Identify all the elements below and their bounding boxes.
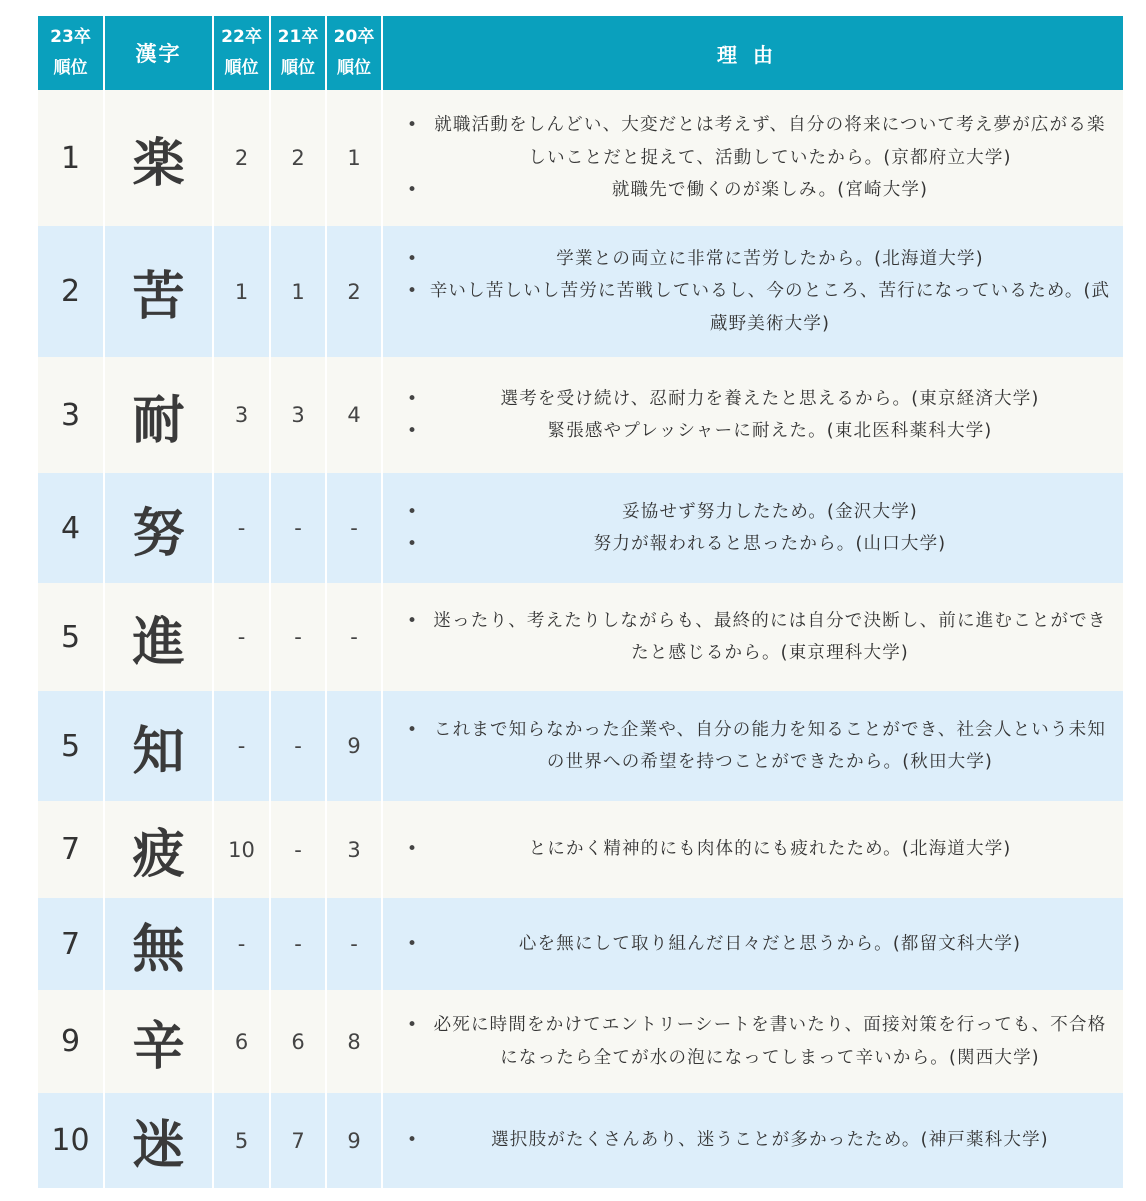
rank-21-cell: - [270, 473, 326, 583]
table-row [38, 473, 1123, 583]
kanji-ranking-table [38, 16, 1123, 1188]
rank-21-cell: - [270, 801, 326, 898]
rank-20-cell: 3 [326, 801, 382, 898]
reason-item: • 学業との両立に非常に苦労したから。(北海道大学) [429, 243, 1111, 276]
table-body [38, 90, 1123, 1188]
header-rank-23-line2: 順位 [53, 58, 88, 78]
reason-item: • 辛いし苦しいし苦労に苦戦しているし、今のところ、苦行になっているため。(武蔵野美術大学) [429, 275, 1111, 340]
reason-cell [382, 473, 1123, 583]
rank-cell: 5 [38, 691, 104, 801]
rank-cell: 2 [38, 226, 104, 357]
table-row [38, 583, 1123, 691]
rank-21-cell: - [270, 898, 326, 990]
rank-21-cell: 2 [270, 90, 326, 226]
reason-item: • 心を無にして取り組んだ日々だと思うから。(都留文科大学) [429, 928, 1111, 961]
table-row [38, 90, 1123, 226]
rank-20-cell: 9 [326, 691, 382, 801]
table-row [38, 898, 1123, 990]
header-kanji: 漢字 [104, 16, 213, 90]
reason-list [383, 714, 1123, 779]
header-rank-21 [270, 16, 326, 90]
kanji-cell: 進 [104, 583, 213, 691]
rank-22-cell: - [213, 473, 270, 583]
rank-22-cell: 5 [213, 1093, 270, 1188]
reason-cell [382, 226, 1123, 357]
reason-item: • 努力が報われると思ったから。(山口大学) [429, 528, 1111, 561]
kanji-cell: 知 [104, 691, 213, 801]
reason-list [383, 1124, 1123, 1157]
header-rank-20-line2: 順位 [337, 58, 371, 78]
rank-22-cell: 1 [213, 226, 270, 357]
reason-item: • 緊張感やプレッシャーに耐えた。(東北医科薬科大学) [429, 415, 1111, 448]
table-header-row [38, 16, 1123, 90]
rank-21-cell: - [270, 691, 326, 801]
reason-item: • 選択肢がたくさんあり、迷うことが多かったため。(神戸薬科大学) [429, 1124, 1111, 1157]
header-rank-21-line1: 21卒 [277, 27, 319, 47]
kanji-cell: 苦 [104, 226, 213, 357]
header-rank-22-line2: 順位 [224, 58, 259, 78]
kanji-cell: 耐 [104, 357, 213, 473]
reason-cell [382, 583, 1123, 691]
rank-21-cell: 7 [270, 1093, 326, 1188]
rank-21-cell: 1 [270, 226, 326, 357]
reason-item: • 妥協せず努力したため。(金沢大学) [429, 496, 1111, 529]
header-rank-22 [213, 16, 270, 90]
reason-list [383, 243, 1123, 341]
reason-item: • 迷ったり、考えたりしながらも、最終的には自分で決断し、前に進むことができたと感じるから。(東京理科大学) [429, 605, 1111, 670]
rank-20-cell: 1 [326, 90, 382, 226]
kanji-cell: 疲 [104, 801, 213, 898]
rank-20-cell: - [326, 583, 382, 691]
rank-cell: 10 [38, 1093, 104, 1188]
reason-cell [382, 357, 1123, 473]
header-rank-20-line1: 20卒 [333, 27, 375, 47]
reason-list [383, 1009, 1123, 1074]
rank-cell: 5 [38, 583, 104, 691]
reason-list [383, 496, 1123, 561]
reason-list [383, 383, 1123, 448]
rank-20-cell: 4 [326, 357, 382, 473]
reason-item: • 選考を受け続け、忍耐力を養えたと思えるから。(東京経済大学) [429, 383, 1111, 416]
rank-20-cell: 8 [326, 990, 382, 1093]
reason-item: • 就職先で働くのが楽しみ。(宮崎大学) [429, 174, 1111, 207]
header-rank-21-line2: 順位 [281, 58, 315, 78]
reason-cell [382, 801, 1123, 898]
table-row [38, 990, 1123, 1093]
rank-22-cell: 2 [213, 90, 270, 226]
kanji-cell: 辛 [104, 990, 213, 1093]
table-row [38, 1093, 1123, 1188]
reason-cell [382, 990, 1123, 1093]
reason-cell [382, 90, 1123, 226]
reason-list [383, 833, 1123, 866]
rank-20-cell: 9 [326, 1093, 382, 1188]
reason-item: • これまで知らなかった企業や、自分の能力を知ることができ、社会人という未知の世界への希望を持つことができたから。(秋田大学) [429, 714, 1111, 779]
table-row [38, 226, 1123, 357]
reason-item: • 就職活動をしんどい、大変だとは考えず、自分の将来について考え夢が広がる楽しいことだと捉えて、活動していたから。(京都府立大学) [429, 109, 1111, 174]
rank-cell: 1 [38, 90, 104, 226]
rank-22-cell: - [213, 691, 270, 801]
header-rank-20 [326, 16, 382, 90]
reason-list [383, 928, 1123, 961]
rank-cell: 9 [38, 990, 104, 1093]
rank-22-cell: 10 [213, 801, 270, 898]
kanji-cell: 迷 [104, 1093, 213, 1188]
reason-cell [382, 898, 1123, 990]
rank-22-cell: 3 [213, 357, 270, 473]
header-rank-22-line1: 22卒 [221, 27, 262, 47]
table-row [38, 801, 1123, 898]
rank-21-cell: - [270, 583, 326, 691]
reason-cell [382, 691, 1123, 801]
reason-list [383, 605, 1123, 670]
rank-22-cell: - [213, 583, 270, 691]
table-row [38, 691, 1123, 801]
table-row [38, 357, 1123, 473]
header-reason: 理由 [382, 16, 1123, 90]
reason-cell [382, 1093, 1123, 1188]
rank-cell: 3 [38, 357, 104, 473]
rank-22-cell: - [213, 898, 270, 990]
rank-cell: 7 [38, 801, 104, 898]
reason-item: • とにかく精神的にも肉体的にも疲れたため。(北海道大学) [429, 833, 1111, 866]
rank-22-cell: 6 [213, 990, 270, 1093]
rank-cell: 4 [38, 473, 104, 583]
header-rank-23-line1: 23卒 [50, 27, 91, 47]
reason-list [383, 109, 1123, 207]
rank-21-cell: 3 [270, 357, 326, 473]
rank-cell: 7 [38, 898, 104, 990]
rank-20-cell: 2 [326, 226, 382, 357]
rank-20-cell: - [326, 898, 382, 990]
kanji-cell: 無 [104, 898, 213, 990]
header-rank-23 [38, 16, 104, 90]
kanji-cell: 努 [104, 473, 213, 583]
reason-item: • 必死に時間をかけてエントリーシートを書いたり、面接対策を行っても、不合格になったら全てが水の泡になってしまって辛いから。(関西大学) [429, 1009, 1111, 1074]
rank-21-cell: 6 [270, 990, 326, 1093]
kanji-cell: 楽 [104, 90, 213, 226]
rank-20-cell: - [326, 473, 382, 583]
